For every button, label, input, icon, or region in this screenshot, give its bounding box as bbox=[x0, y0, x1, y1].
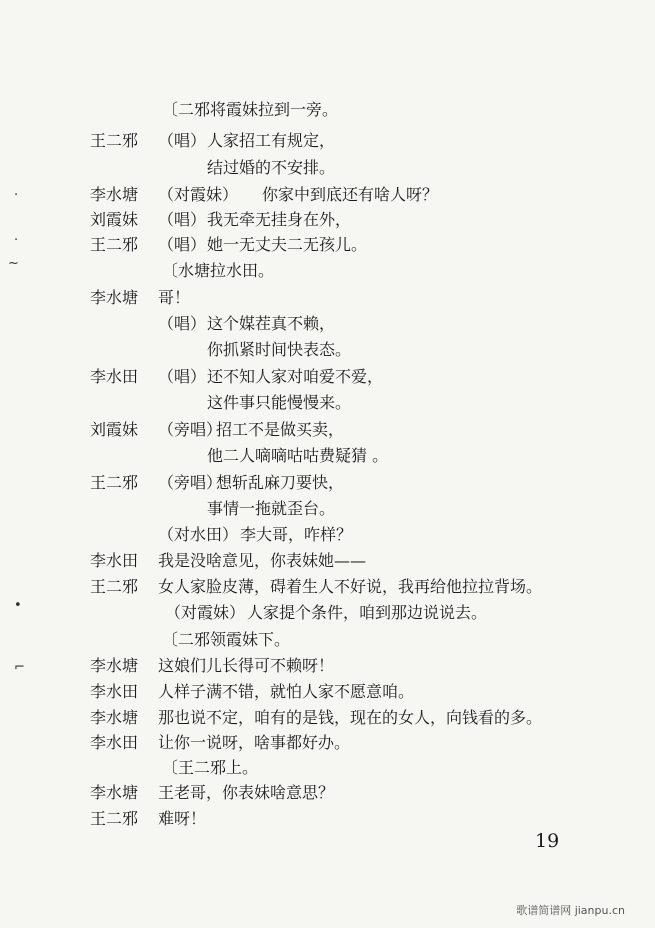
speaker-name: 王二邪 bbox=[90, 131, 139, 150]
speaker-name: 刘霞妹 bbox=[90, 420, 139, 439]
dialogue-text: 人家提个条件，咱到那边说说去。 bbox=[247, 603, 488, 622]
scan-speck-mark: · bbox=[14, 188, 19, 203]
speaker-name: 李水田 bbox=[90, 733, 139, 752]
dialogue-text: 事情一拖就歪台。 bbox=[207, 499, 336, 518]
dialogue-text: 我是没啥意见，你表妹她—— bbox=[158, 551, 367, 570]
dialogue-text: 还不知人家对咱爱不爱， bbox=[207, 367, 384, 386]
dialogue-text: 那也说不定，咱有的是钱，现在的女人，向钱看的多。 bbox=[158, 708, 543, 727]
speaker-name: 李水田 bbox=[90, 682, 139, 701]
performance-direction: （唱） bbox=[158, 235, 207, 254]
scan-speck-mark: · bbox=[14, 233, 19, 248]
dialogue-text: 这娘们儿长得可不赖呀！ bbox=[158, 656, 335, 675]
dialogue-text: 他二人嘀嘀咕咕费疑猜 。 bbox=[207, 446, 389, 465]
dialogue-text: 你抓紧时间快表态。 bbox=[207, 340, 352, 359]
performance-direction: （唱） bbox=[158, 131, 207, 150]
dialogue-text: 她一无丈夫二无孩儿。 bbox=[207, 235, 368, 254]
stage-text: 〔二邪将霞妹拉到一旁。 bbox=[162, 100, 339, 119]
speaker-name: 王二邪 bbox=[90, 809, 139, 828]
dialogue-text: 这个媒茬真不赖， bbox=[207, 314, 336, 333]
scan-speck-mark: ⌐ bbox=[14, 660, 25, 675]
dialogue-text: 人样子满不错，就怕人家不愿意咱。 bbox=[158, 682, 415, 701]
dialogue-text: 想斩乱麻刀要快， bbox=[216, 473, 345, 492]
performance-direction: （旁唱） bbox=[158, 473, 223, 492]
dialogue-text: 让你一说呀，啥事都好办。 bbox=[158, 733, 351, 752]
performance-direction: （对水田） bbox=[158, 525, 239, 544]
dialogue-text: 哥！ bbox=[158, 288, 191, 307]
speaker-name: 李水塘 bbox=[90, 288, 139, 307]
speaker-name: 李水田 bbox=[90, 367, 139, 386]
speaker-name: 李水塘 bbox=[90, 185, 139, 204]
speaker-name: 王二邪 bbox=[90, 473, 139, 492]
performance-direction: （对霞妹） bbox=[158, 185, 239, 204]
dialogue-text: 女人家脸皮薄，碍着生人不好说，我再给他拉拉背场。 bbox=[158, 577, 543, 596]
performance-direction: （唱） bbox=[158, 367, 207, 386]
speaker-name: 李水塘 bbox=[90, 656, 139, 675]
stage-text: 〔水塘拉水田。 bbox=[162, 261, 275, 280]
dialogue-text: 王老哥，你表妹啥意思？ bbox=[158, 783, 335, 802]
speaker-name: 王二邪 bbox=[90, 577, 139, 596]
dialogue-text: 你家中到底还有啥人呀？ bbox=[262, 185, 439, 204]
dialogue-text: 人家招工有规定， bbox=[207, 131, 336, 150]
dialogue-text: 难呀！ bbox=[158, 809, 207, 828]
dialogue-text: 招工不是做买卖， bbox=[216, 420, 345, 439]
stage-text: 〔二邪领霞妹下。 bbox=[162, 630, 291, 649]
page-number: 19 bbox=[535, 830, 560, 852]
speaker-name: 王二邪 bbox=[90, 235, 139, 254]
scan-speck-mark: • bbox=[14, 598, 22, 613]
performance-direction: （对霞妹） bbox=[165, 603, 246, 622]
site-watermark: 歌谱简谱网 jianpu.cn bbox=[516, 904, 625, 917]
dialogue-text: 结过婚的不安排。 bbox=[207, 158, 336, 177]
dialogue-text: 李大哥，咋样？ bbox=[240, 525, 353, 544]
performance-direction: （旁唱） bbox=[158, 420, 223, 439]
performance-direction: （唱） bbox=[158, 314, 207, 333]
speaker-name: 李水塘 bbox=[90, 708, 139, 727]
performance-direction: （唱） bbox=[158, 210, 207, 229]
dialogue-text: 我无牵无挂身在外， bbox=[207, 210, 352, 229]
speaker-name: 刘霞妹 bbox=[90, 210, 139, 229]
speaker-name: 李水田 bbox=[90, 551, 139, 570]
scan-speck-mark: ~ bbox=[8, 256, 19, 271]
stage-text: 〔王二邪上。 bbox=[162, 758, 259, 777]
speaker-name: 李水塘 bbox=[90, 783, 139, 802]
dialogue-text: 这件事只能慢慢来。 bbox=[207, 393, 352, 412]
